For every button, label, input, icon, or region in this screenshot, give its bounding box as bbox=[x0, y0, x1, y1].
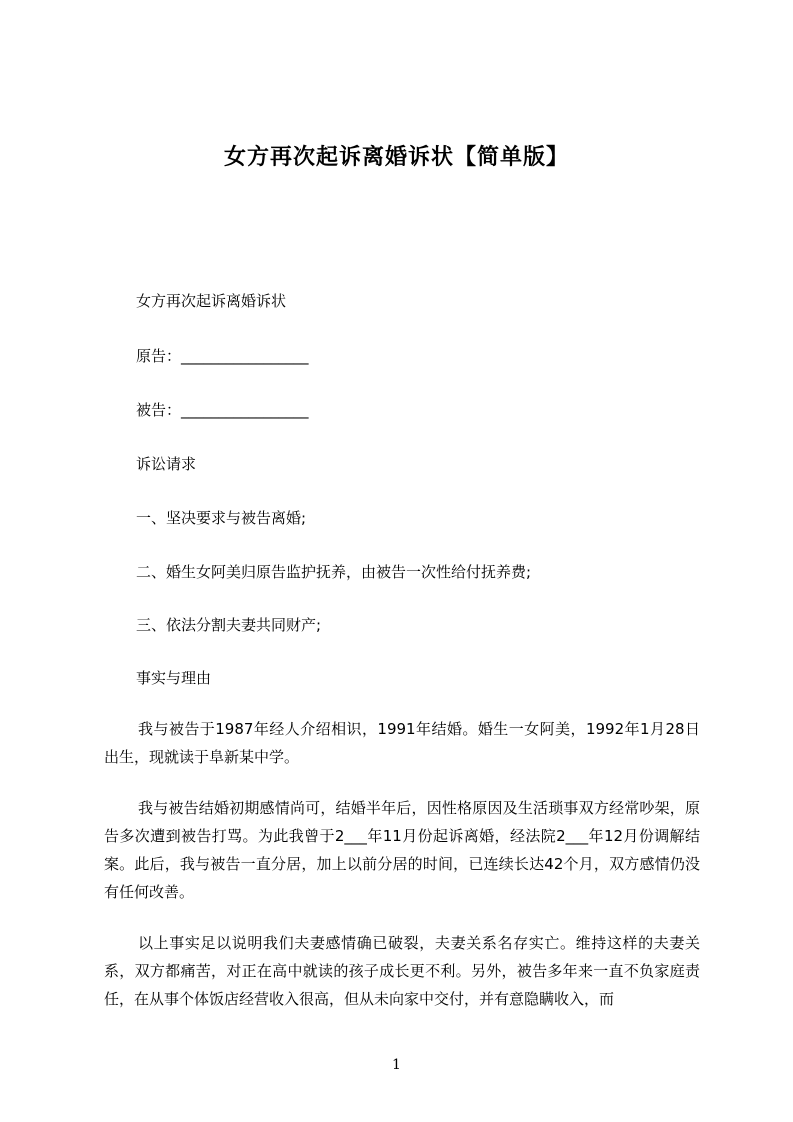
facts-paragraph-1: 我与被告于1987年经人介绍相识，1991年结婚。婚生一女阿美，1992年1月28日出生，现就读于阜新某中学。 bbox=[104, 720, 700, 766]
facts-paragraph-3: 以上事实足以说明我们夫妻感情确已破裂，夫妻关系名存实亡。维持这样的夫妻关系，双方都痛苦，对正在高中就读的孩子成长更不利。另外，被告多年来一直不负家庭责任，在从事个体饭店经营收入很高，但从未向家中交付，并有意隐瞒收入，而 bbox=[104, 934, 700, 1008]
page-number: 1 bbox=[392, 1057, 401, 1073]
plaintiff-line: 原告：_________________ bbox=[136, 347, 309, 365]
defendant-line: 被告：_________________ bbox=[136, 401, 309, 419]
document-title: 女方再次起诉离婚诉状【简单版】 bbox=[223, 145, 569, 170]
facts-paragraph-2: 我与被告结婚初期感情尚可，结婚半年后，因性格原因及生活琐事双方经常吵架，原告多次遭到被告打骂。为此我曾于2___年11月份起诉离婚，经法院2___年12月份调解结案。此后，我与被告一直分居，加上以前分居的时间，已连续长达42个月，双方感情仍没有任何改善。 bbox=[104, 799, 700, 901]
claim-item-2: 二、婚生女阿美归原告监护抚养，由被告一次性给付抚养费; bbox=[136, 563, 532, 581]
complaint-heading: 女方再次起诉离婚诉状 bbox=[136, 292, 287, 310]
claims-heading: 诉讼请求 bbox=[136, 455, 197, 473]
facts-heading: 事实与理由 bbox=[136, 669, 212, 687]
claim-item-1: 一、坚决要求与被告离婚; bbox=[136, 509, 307, 527]
claim-item-3: 三、依法分割夫妻共同财产; bbox=[136, 616, 322, 634]
